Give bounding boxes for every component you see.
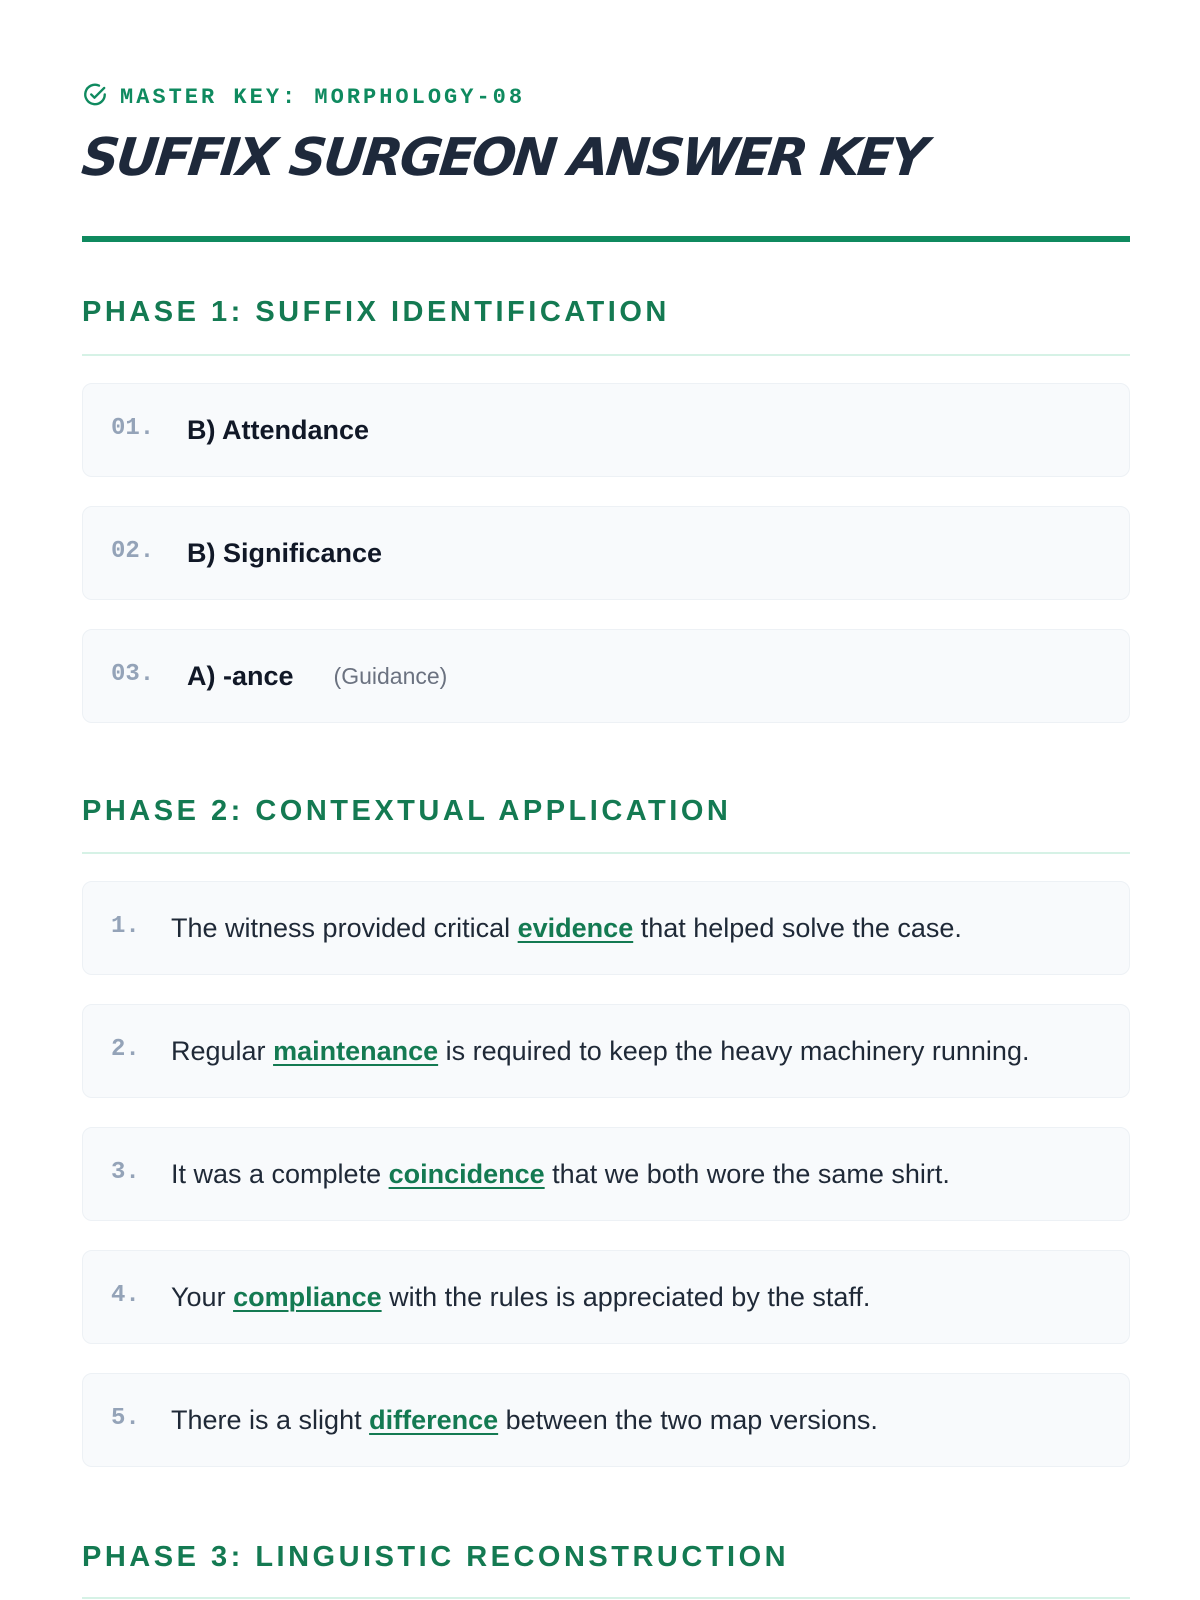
sentence	[171, 1159, 950, 1190]
sentence-before: Your	[171, 1281, 234, 1312]
title-divider	[82, 236, 1130, 242]
answer-word: compliance	[233, 1281, 382, 1312]
answer-note: (Guidance)	[333, 662, 448, 689]
item-number: 02.	[111, 537, 155, 565]
phase1-divider	[82, 354, 1130, 356]
phase1-answer-card	[82, 506, 1130, 600]
phase2-divider	[82, 852, 1130, 854]
phase3-divider	[82, 1597, 1130, 1599]
item-number: 3.	[111, 1158, 140, 1186]
phase2-sentence-card	[82, 1373, 1130, 1467]
item-number: 03.	[111, 660, 155, 688]
phase1-answer-card	[82, 629, 1130, 723]
phase2-title: PHASE 2: CONTEXTUAL APPLICATION	[82, 795, 732, 827]
item-number: 4.	[111, 1281, 140, 1309]
answer-text: A) -ance	[187, 660, 294, 691]
phase1-title: PHASE 1: SUFFIX IDENTIFICATION	[82, 296, 670, 328]
phase2-sentence-card	[82, 1127, 1130, 1221]
sentence	[171, 913, 962, 944]
answer-word: maintenance	[273, 1035, 439, 1066]
kicker	[82, 82, 525, 113]
item-number: 5.	[111, 1404, 140, 1432]
sentence	[171, 1405, 878, 1436]
answer-word: coincidence	[388, 1158, 545, 1189]
item-number: 01.	[111, 414, 155, 442]
sentence-after: that helped solve the case.	[633, 912, 962, 943]
answer-text: B) Significance	[187, 537, 383, 568]
phase2-sentence-card	[82, 1004, 1130, 1098]
phase1-answer-card	[82, 383, 1130, 477]
answer-word: difference	[369, 1404, 499, 1435]
sentence-before: The witness provided critical	[171, 912, 518, 943]
phase2-sentence-card	[82, 1250, 1130, 1344]
sentence-before: Regular	[171, 1035, 274, 1066]
sentence-before: There is a slight	[171, 1404, 370, 1435]
sentence-after: between the two map versions.	[498, 1404, 878, 1435]
sentence	[171, 1282, 870, 1313]
sentence-after: is required to keep the heavy machinery running.	[438, 1035, 1030, 1066]
phase2-sentence-card	[82, 881, 1130, 975]
check-circle-icon	[82, 82, 108, 113]
answer-text: B) Attendance	[187, 414, 370, 445]
sentence-after: that we both wore the same shirt.	[544, 1158, 950, 1189]
sentence-after: with the rules is appreciated by the staff.	[381, 1281, 871, 1312]
item-number: 2.	[111, 1035, 140, 1063]
sentence	[171, 1036, 1029, 1067]
page-title: SUFFIX SURGEON ANSWER KEY	[78, 128, 928, 188]
answer-word: evidence	[517, 912, 634, 943]
phase3-title: PHASE 3: LINGUISTIC RECONSTRUCTION	[82, 1541, 790, 1573]
sentence-before: It was a complete	[171, 1158, 389, 1189]
item-number: 1.	[111, 912, 140, 940]
kicker-label: MASTER KEY: MORPHOLOGY-08	[120, 85, 526, 110]
